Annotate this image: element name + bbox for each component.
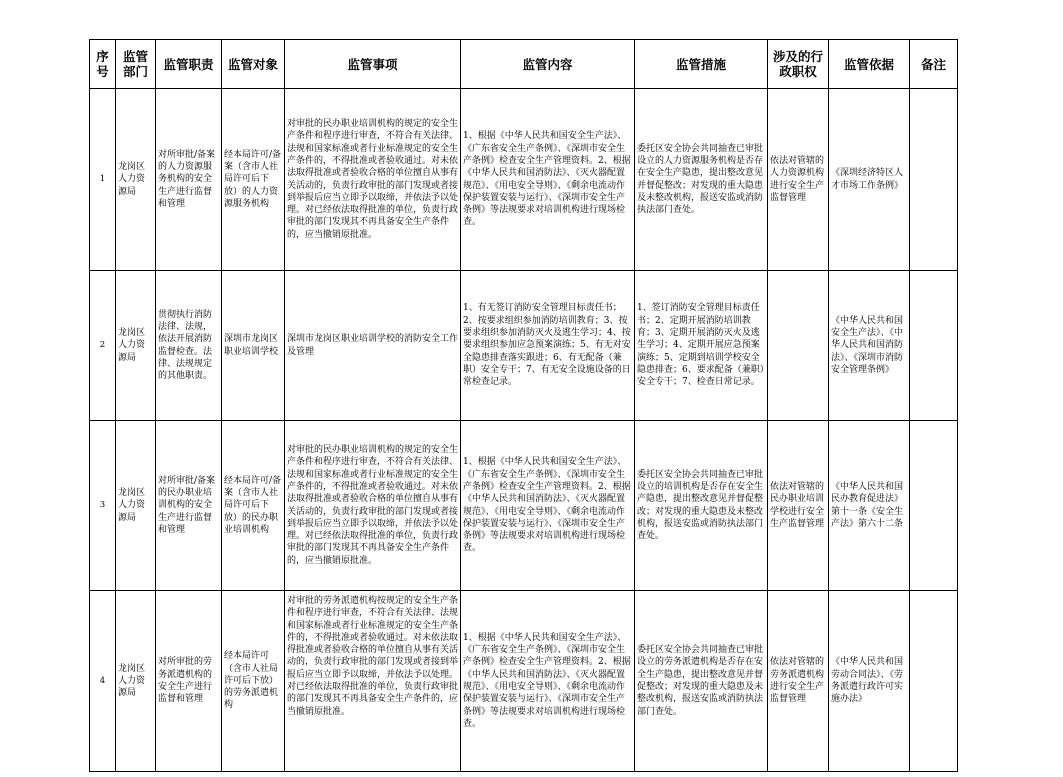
row-duty: 对所审批的劳务派遣机构的安全生产进行监督和管理 [156, 591, 222, 772]
row-content: 1、根据《中华人民共和国安全生产法》、《广东省安全生产条例》、《深圳市安全生产条例》检查安全生产管理资料。2、根据《中华人民共和国消防法》、《灭火器配置规范》、《用电安全导则》、《剩余电流动作保护装置安装与运行》、《深圳市安全生产条例》等法规要求对培训机构进行现场检查。 [461, 421, 635, 591]
row-seq: 4 [90, 591, 116, 772]
row-object: 经本局许可/备案（含市人社局许可后下放）的人力资源服务机构 [222, 89, 285, 271]
row-basis: 《中华人民共和国民办教育促进法》第十一条《安全生产法》第六十二条 [829, 421, 910, 591]
row-matter: 深圳市龙岗区职业培训学校的消防安全工作及管理 [285, 271, 461, 421]
header-remark: 备注 [910, 40, 958, 89]
row-matter: 对审批的民办职业培训机构的规定的安全生产条件和程序进行审查，不符合有关法律、法规和国家标准或者行业标准规定的安全生产条件的，不得批准或者验收通过。对未依法取得批准或者验收合格的单位擅自从事有关活动的，负责行政审批的部门发现或者接到举报后应当立即予以取缔，并依法予以处理。对已经依法取得批准的单位，负责行政审批的部门发现其不再具备安全生产条件的，应当撤销原批准。 [285, 421, 461, 591]
table-row [90, 271, 958, 421]
row-dept: 龙岗区人力资源局 [116, 89, 156, 271]
row-power [768, 271, 829, 421]
table-row [90, 591, 958, 772]
header-object: 监管对象 [222, 40, 285, 89]
row-object: 深圳市龙岗区职业培训学校 [222, 271, 285, 421]
header-dept: 监管部门 [116, 40, 156, 89]
table-row [90, 89, 958, 271]
supervision-table [89, 39, 958, 772]
row-content: 1、根据《中华人民共和国安全生产法》、《广东省安全生产条例》、《深圳市安全生产条例》检查安全生产管理资料。2、根据《中华人民共和国消防法》、《灭火器配置规范》、《用电安全导则》、《剩余电流动作保护装置安装与运行》、《深圳市安全生产条例》等法规要求对培训机构进行现场检查。 [461, 89, 635, 271]
table-row [90, 421, 958, 591]
row-basis: 《深圳经济特区人才市场工作条例》 [829, 89, 910, 271]
header-basis: 监管依据 [829, 40, 910, 89]
row-remark [910, 89, 958, 271]
row-measure: 1、签订消防安全管理目标责任书；2、定期开展消防培训教育；3、定期开展消防灭火及逃生学习；4、定期开展应急预案演练；5、定期到培训学校安全隐患排查；6、要求配备（兼职）安全专干；7、检查日常记录。 [635, 271, 768, 421]
row-object: 经本局许可/备案（含市人社局许可后下放）的民办职业培训机构 [222, 421, 285, 591]
header-power: 涉及的行政职权 [768, 40, 829, 89]
header-seq: 序号 [90, 40, 116, 89]
row-measure: 委托区安全协会共同抽查已审批设立的培训机构是否存在安全生产隐患，提出整改意见并督促整改；对发现的重大隐患及未整改机构，报送安监或消防执法部门查处。 [635, 421, 768, 591]
header-duty: 监管职责 [156, 40, 222, 89]
row-seq: 1 [90, 89, 116, 271]
row-basis: 《中华人民共和国劳动合同法》、《劳务派遣行政许可实施办法》 [829, 591, 910, 772]
row-dept: 龙岗区人力资源局 [116, 421, 156, 591]
row-content: 1、根据《中华人民共和国安全生产法》、《广东省安全生产条例》、《深圳市安全生产条例》检查安全生产管理资料。2、根据《中华人民共和国消防法》、《灭火器配置规范》、《用电安全导则》、《剩余电流动作保护装置安装与运行》、《深圳市安全生产条例》等法规要求对培训机构进行现场检查。 [461, 591, 635, 772]
row-matter: 对审批的民办职业培训机构的规定的安全生产条件和程序进行审查，不符合有关法律、法规和国家标准或者行业标准规定的安全生产条件的，不得批准或者验收通过。对未依法取得批准或者验收合格的单位擅自从事有关活动的，负责行政审批的部门发现或者接到举报后应当立即予以取缔，并依法予以处理。对已经依法取得批准的单位，负责行政审批的部门发现其不再具备安全生产条件的，应当撤销原批准。 [285, 89, 461, 271]
row-power: 依法对管辖的劳务派遣机构进行安全生产监督管理 [768, 591, 829, 772]
header-row [90, 40, 958, 89]
row-remark [910, 271, 958, 421]
row-seq: 2 [90, 271, 116, 421]
header-matter: 监管事项 [285, 40, 461, 89]
row-power: 依法对管辖的民办职业培训学校进行安全生产监督管理 [768, 421, 829, 591]
row-duty: 贯彻执行消防法律、法规，依法开展消防监督检查。法律、法规规定的其他职责。 [156, 271, 222, 421]
row-matter: 对审批的劳务派遣机构按规定的安全生产条件和程序进行审查，不符合有关法律、法规和国家标准或者行业标准规定的安全生产条件的，不得批准或者验收通过。对未依法取得批准或者验收合格的单位擅自从事有关活动的，负责行政审批的部门发现或者接到举报后应当立即予以取缔，并依法予以处理。对已经依法取得批准的单位，负责行政审批的部门发现其不再具备安全生产条件的，应当撤销原批准。 [285, 591, 461, 772]
row-dept: 龙岗区人力资源局 [116, 591, 156, 772]
row-seq: 3 [90, 421, 116, 591]
row-basis: 《中华人民共和国安全生产法》、《中华人民共和国消防法》、《深圳市消防安全管理条例》 [829, 271, 910, 421]
row-remark [910, 421, 958, 591]
row-power: 依法对管辖的人力资源机构进行安全生产监督管理 [768, 89, 829, 271]
row-object: 经本局许可（含市人社局许可后下放）的劳务派遣机构 [222, 591, 285, 772]
header-content: 监管内容 [461, 40, 635, 89]
header-measure: 监管措施 [635, 40, 768, 89]
row-measure: 委托区安全协会共同抽查已审批设立的人力资源服务机构是否存在安全生产隐患，提出整改意见并督促整改；对发现的重大隐患及未整改机构，报送安监或消防执法部门查处。 [635, 89, 768, 271]
row-content: 1、有无签订消防安全管理目标责任书；2、按要求组织参加消防培训教育；3、按要求组织参加消防灭火及逃生学习；4、按要求组织参加应急预案演练；5、有无对安全隐患排查落实跟进；6、有无配备（兼职）安全专干；7、有无安全设施设备的日常检查记录。 [461, 271, 635, 421]
row-remark [910, 591, 958, 772]
row-duty: 对所审批/备案的民办职业培训机构的安全生产进行监督和管理 [156, 421, 222, 591]
row-dept: 龙岗区人力资源局 [116, 271, 156, 421]
row-measure: 委托区安全协会共同抽查已审批设立的劳务派遣机构是否存在安全生产隐患，提出整改意见并督促整改；对发现的重大隐患及未整改机构，报送安监或消防执法部门查处。 [635, 591, 768, 772]
row-duty: 对所审批/备案的人力资源服务机构的安全生产进行监督和管理 [156, 89, 222, 271]
